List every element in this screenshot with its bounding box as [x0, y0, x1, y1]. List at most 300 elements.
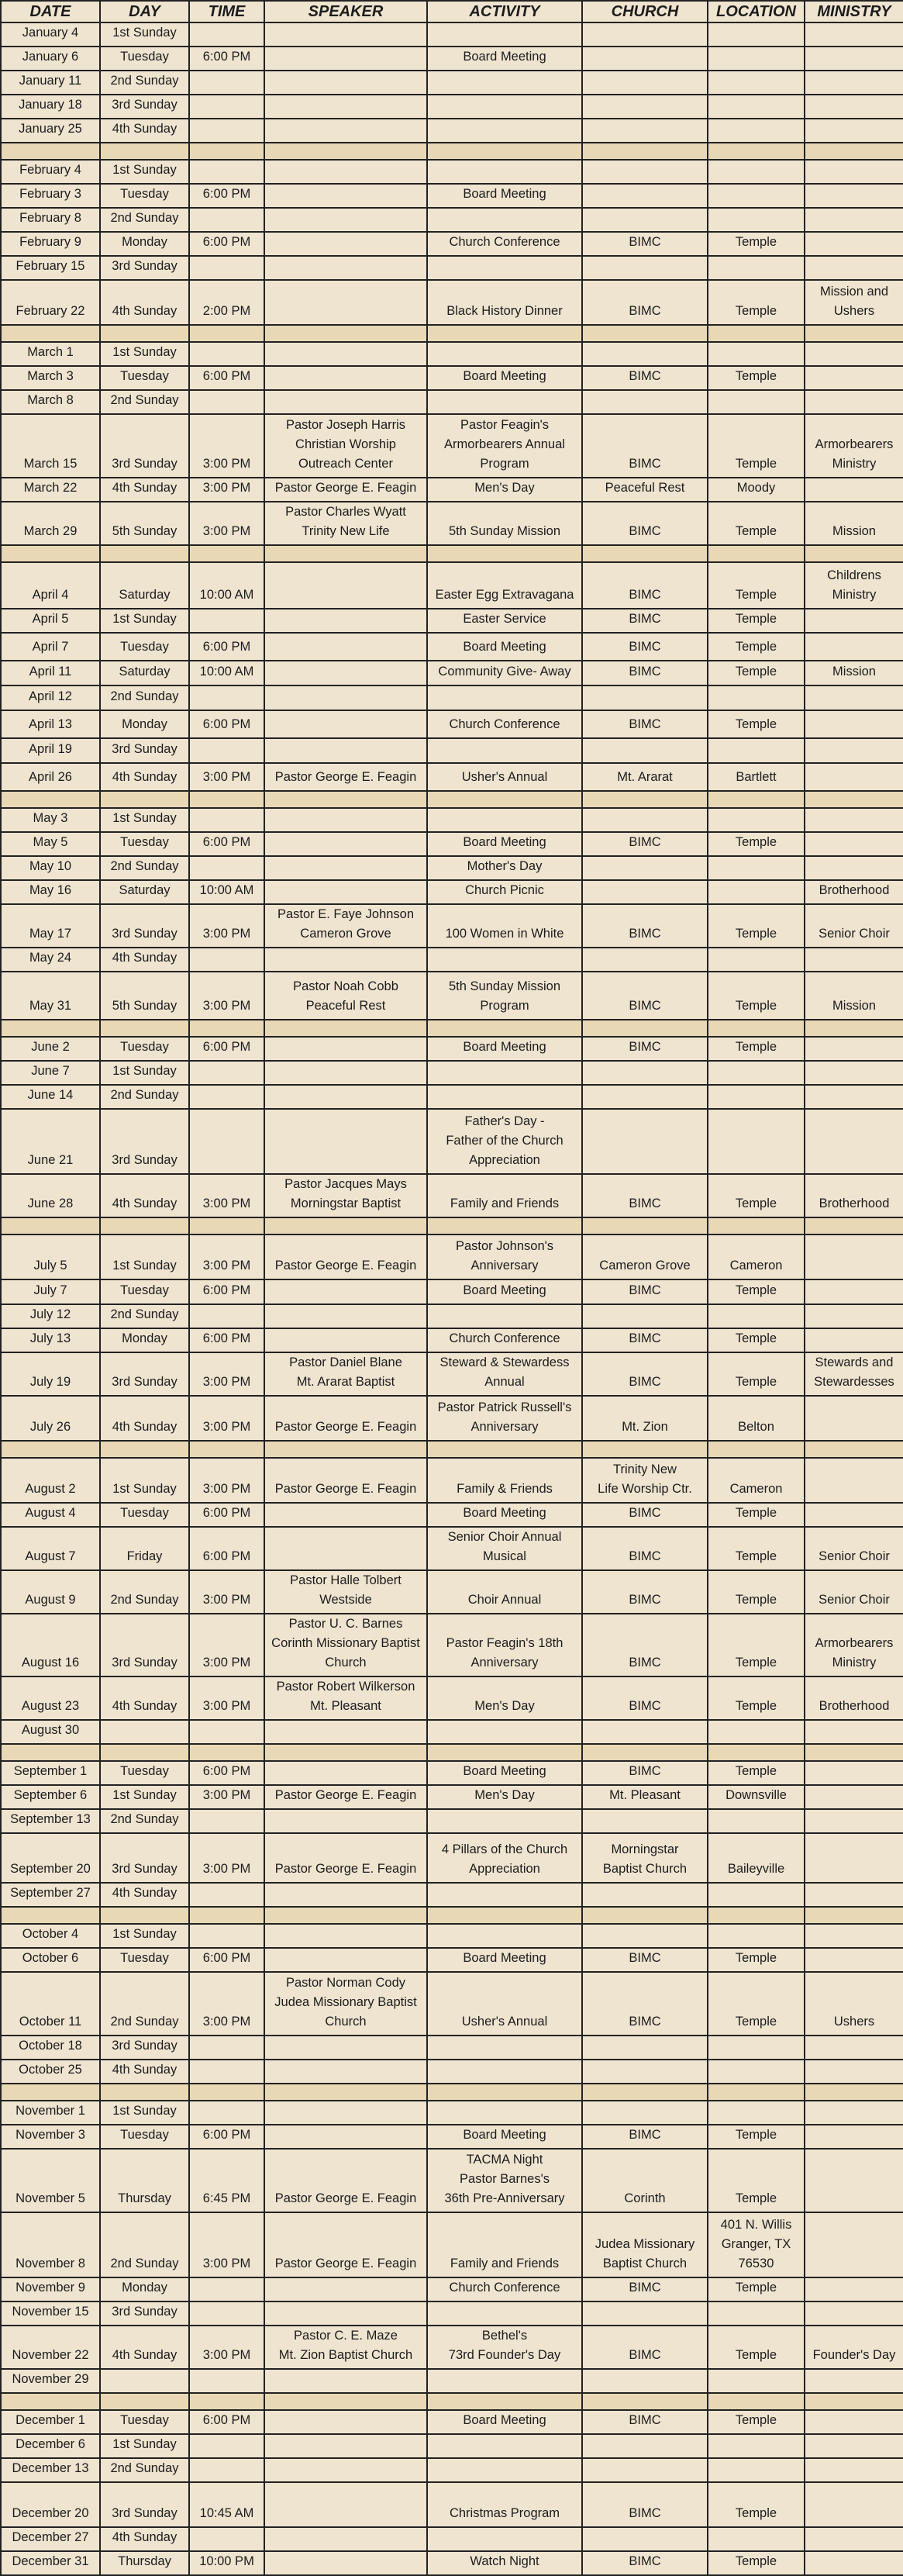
separator-cell [189, 325, 264, 342]
location-cell: Cameron [708, 1458, 805, 1503]
location-cell: Baileyville [708, 1833, 805, 1883]
time-cell [189, 738, 264, 763]
speaker-cell [264, 832, 427, 856]
activity-cell: Church Conference [427, 710, 582, 738]
activity-cell: Board Meeting [427, 832, 582, 856]
date-cell: March 1 [1, 342, 100, 366]
speaker-cell [264, 2458, 427, 2482]
day-cell: 3rd Sunday [100, 95, 189, 119]
ministry-cell [805, 2149, 903, 2212]
speaker-cell [264, 342, 427, 366]
table-row [1, 948, 903, 972]
ministry-cell [805, 633, 903, 661]
activity-cell [427, 1809, 582, 1833]
ministry-cell [805, 366, 903, 390]
speaker-cell [264, 808, 427, 832]
table-row [1, 2277, 903, 2301]
speaker-cell: Pastor George E. Feagin [264, 2149, 427, 2212]
day-cell: 3rd Sunday [100, 1352, 189, 1396]
activity-cell: Christmas Program [427, 2482, 582, 2527]
day-cell: Monday [100, 710, 189, 738]
day-cell: Saturday [100, 562, 189, 609]
ministry-cell: Senior Choir [805, 1570, 903, 1614]
location-cell: Temple [708, 280, 805, 325]
day-cell: 4th Sunday [100, 1883, 189, 1907]
separator-cell [427, 1020, 582, 1037]
ministry-cell [805, 685, 903, 710]
date-cell: January 18 [1, 95, 100, 119]
table-row [1, 1174, 903, 1217]
table-row [1, 2369, 903, 2393]
table-row [1, 1503, 903, 1527]
ministry-cell [805, 1109, 903, 1174]
separator-cell [582, 1020, 708, 1037]
activity-cell [427, 342, 582, 366]
activity-cell [427, 2036, 582, 2060]
church-cell [582, 1061, 708, 1085]
ministry-cell [805, 342, 903, 366]
table-row [1, 232, 903, 256]
activity-cell: TACMA Night Pastor Barnes's 36th Pre-Anniversary [427, 2149, 582, 2212]
church-cell [582, 208, 708, 232]
time-cell [189, 2301, 264, 2326]
location-cell: Temple [708, 1948, 805, 1972]
activity-cell [427, 119, 582, 143]
date-cell: May 31 [1, 972, 100, 1020]
date-cell: February 9 [1, 232, 100, 256]
location-cell: Temple [708, 2277, 805, 2301]
date-cell: November 22 [1, 2326, 100, 2369]
activity-cell: Board Meeting [427, 366, 582, 390]
day-cell: 2nd Sunday [100, 2212, 189, 2277]
location-cell: Temple [708, 633, 805, 661]
date-cell: July 5 [1, 1234, 100, 1279]
date-cell: August 7 [1, 1527, 100, 1570]
month-separator-row [1, 2393, 903, 2410]
date-cell: February 4 [1, 160, 100, 184]
separator-cell [805, 1020, 903, 1037]
day-cell: 1st Sunday [100, 1234, 189, 1279]
time-cell [189, 808, 264, 832]
location-cell [708, 1924, 805, 1948]
date-cell: January 6 [1, 47, 100, 71]
church-cell: BIMC [582, 562, 708, 609]
ministry-cell [805, 1785, 903, 1809]
ministry-cell [805, 808, 903, 832]
table-row [1, 685, 903, 710]
church-cell [582, 119, 708, 143]
activity-cell [427, 738, 582, 763]
activity-cell [427, 390, 582, 414]
church-cell: BIMC [582, 1174, 708, 1217]
separator-cell [805, 545, 903, 562]
location-cell: Temple [708, 562, 805, 609]
separator-cell [100, 1020, 189, 1037]
ministry-cell [805, 1061, 903, 1085]
time-cell [189, 1085, 264, 1109]
time-cell: 6:45 PM [189, 2149, 264, 2212]
table-row [1, 1972, 903, 2036]
table-row [1, 904, 903, 948]
date-cell: November 15 [1, 2301, 100, 2326]
date-cell: November 8 [1, 2212, 100, 2277]
church-cell: BIMC [582, 1352, 708, 1396]
date-cell: March 8 [1, 390, 100, 414]
church-cell [582, 2369, 708, 2393]
date-cell: December 27 [1, 2527, 100, 2551]
table-row [1, 661, 903, 685]
location-cell [708, 2458, 805, 2482]
activity-cell: 5th Sunday Mission [427, 502, 582, 545]
location-cell [708, 808, 805, 832]
time-cell: 6:00 PM [189, 1279, 264, 1304]
activity-cell: Senior Choir Annual Musical [427, 1527, 582, 1570]
time-cell [189, 685, 264, 710]
ministry-cell [805, 208, 903, 232]
month-separator-row [1, 791, 903, 808]
separator-cell [427, 325, 582, 342]
time-cell: 3:00 PM [189, 1396, 264, 1441]
separator-cell [805, 1907, 903, 1924]
church-cell: Cameron Grove [582, 1234, 708, 1279]
table-row [1, 880, 903, 904]
location-cell [708, 1304, 805, 1328]
day-cell: Tuesday [100, 1503, 189, 1527]
time-cell: 3:00 PM [189, 1234, 264, 1279]
speaker-cell [264, 184, 427, 208]
time-cell [189, 1924, 264, 1948]
separator-cell [427, 2084, 582, 2101]
ministry-cell [805, 2036, 903, 2060]
ministry-cell: Brotherhood [805, 1676, 903, 1720]
day-cell: 1st Sunday [100, 1924, 189, 1948]
ministry-cell [805, 2101, 903, 2125]
location-cell [708, 685, 805, 710]
activity-cell: Black History Dinner [427, 280, 582, 325]
separator-cell [805, 143, 903, 160]
separator-cell [582, 1907, 708, 1924]
table-row [1, 2326, 903, 2369]
table-row [1, 562, 903, 609]
time-cell: 3:00 PM [189, 763, 264, 791]
month-separator-row [1, 1441, 903, 1458]
speaker-cell [264, 948, 427, 972]
speaker-cell [264, 366, 427, 390]
activity-cell [427, 948, 582, 972]
activity-cell: Choir Annual [427, 1570, 582, 1614]
date-cell: December 6 [1, 2434, 100, 2458]
day-cell: 1st Sunday [100, 808, 189, 832]
date-cell: October 25 [1, 2060, 100, 2084]
separator-cell [708, 2393, 805, 2410]
church-cell: BIMC [582, 1614, 708, 1676]
church-cell: BIMC [582, 633, 708, 661]
table-row [1, 2482, 903, 2527]
time-cell [189, 2458, 264, 2482]
church-cell [582, 738, 708, 763]
location-cell [708, 47, 805, 71]
activity-cell: Board Meeting [427, 2410, 582, 2434]
day-cell: Tuesday [100, 1948, 189, 1972]
separator-cell [1, 1907, 100, 1924]
ministry-cell [805, 2458, 903, 2482]
time-cell: 6:00 PM [189, 232, 264, 256]
church-cell [582, 2060, 708, 2084]
separator-cell [100, 143, 189, 160]
table-row [1, 1570, 903, 1614]
time-cell: 6:00 PM [189, 832, 264, 856]
table-row [1, 2149, 903, 2212]
separator-cell [100, 545, 189, 562]
day-cell: 4th Sunday [100, 1676, 189, 1720]
activity-cell [427, 160, 582, 184]
church-cell [582, 2458, 708, 2482]
activity-cell: Men's Day [427, 478, 582, 502]
month-separator-row [1, 325, 903, 342]
location-cell: Temple [708, 2149, 805, 2212]
ministry-cell: Armorbearers Ministry [805, 1614, 903, 1676]
separator-cell [708, 545, 805, 562]
separator-cell [427, 1441, 582, 1458]
location-cell: Temple [708, 1527, 805, 1570]
activity-cell [427, 2527, 582, 2551]
church-cell: BIMC [582, 1279, 708, 1304]
time-cell: 2:00 PM [189, 280, 264, 325]
time-cell [189, 2277, 264, 2301]
speaker-cell [264, 1085, 427, 1109]
separator-cell [708, 2084, 805, 2101]
separator-cell [264, 1020, 427, 1037]
table-row [1, 47, 903, 71]
location-cell: Temple [708, 1503, 805, 1527]
location-cell: Temple [708, 1279, 805, 1304]
separator-cell [805, 1217, 903, 1234]
location-cell: Temple [708, 502, 805, 545]
church-cell: BIMC [582, 1676, 708, 1720]
activity-cell: Men's Day [427, 1676, 582, 1720]
speaker-cell [264, 280, 427, 325]
time-cell [189, 160, 264, 184]
location-cell [708, 160, 805, 184]
church-cell: BIMC [582, 1948, 708, 1972]
location-cell [708, 2060, 805, 2084]
church-cell: Peaceful Rest [582, 478, 708, 502]
date-cell: April 26 [1, 763, 100, 791]
day-cell: 3rd Sunday [100, 1833, 189, 1883]
table-row [1, 2434, 903, 2458]
speaker-cell [264, 208, 427, 232]
month-separator-row [1, 1020, 903, 1037]
table-row [1, 208, 903, 232]
location-cell: Temple [708, 1614, 805, 1676]
activity-cell [427, 2060, 582, 2084]
table-row [1, 1085, 903, 1109]
ministry-cell [805, 2369, 903, 2393]
time-cell: 3:00 PM [189, 1785, 264, 1809]
activity-cell: Pastor Feagin's Armorbearers Annual Program [427, 414, 582, 478]
activity-cell [427, 2369, 582, 2393]
speaker-cell [264, 1061, 427, 1085]
ministry-cell [805, 2410, 903, 2434]
table-row [1, 832, 903, 856]
separator-cell [1, 545, 100, 562]
time-cell: 6:00 PM [189, 1761, 264, 1785]
time-cell [189, 2369, 264, 2393]
speaker-cell [264, 2551, 427, 2575]
day-cell: Monday [100, 2277, 189, 2301]
speaker-cell: Pastor C. E. Maze Mt. Zion Baptist Church [264, 2326, 427, 2369]
church-cell [582, 2301, 708, 2326]
date-cell: June 21 [1, 1109, 100, 1174]
church-cell [582, 1924, 708, 1948]
date-cell: September 20 [1, 1833, 100, 1883]
separator-cell [264, 545, 427, 562]
separator-cell [582, 1441, 708, 1458]
speaker-cell [264, 1883, 427, 1907]
day-cell: 2nd Sunday [100, 2458, 189, 2482]
ministry-cell [805, 71, 903, 95]
church-cell: BIMC [582, 366, 708, 390]
location-cell: Temple [708, 1037, 805, 1061]
date-cell: January 11 [1, 71, 100, 95]
month-separator-row [1, 143, 903, 160]
day-cell: Saturday [100, 880, 189, 904]
speaker-cell [264, 160, 427, 184]
date-cell: January 25 [1, 119, 100, 143]
location-cell [708, 2101, 805, 2125]
activity-cell: Usher's Annual [427, 763, 582, 791]
time-cell [189, 390, 264, 414]
church-cell: Corinth [582, 2149, 708, 2212]
ministry-cell: Brotherhood [805, 880, 903, 904]
speaker-cell [264, 2301, 427, 2326]
separator-cell [100, 1744, 189, 1761]
separator-cell [189, 791, 264, 808]
time-cell: 3:00 PM [189, 414, 264, 478]
day-cell: Thursday [100, 2551, 189, 2575]
ministry-cell [805, 47, 903, 71]
separator-cell [100, 2393, 189, 2410]
date-cell: May 24 [1, 948, 100, 972]
day-cell: Saturday [100, 661, 189, 685]
activity-cell: Pastor Feagin's 18th Anniversary [427, 1614, 582, 1676]
table-row [1, 1948, 903, 1972]
location-cell [708, 1085, 805, 1109]
location-cell: Temple [708, 710, 805, 738]
table-row [1, 1279, 903, 1304]
church-cell: Judea Missionary Baptist Church [582, 2212, 708, 2277]
table-row [1, 710, 903, 738]
table-row [1, 1328, 903, 1352]
activity-cell: Pastor Johnson's Anniversary [427, 1234, 582, 1279]
table-row [1, 342, 903, 366]
date-cell: August 2 [1, 1458, 100, 1503]
location-cell [708, 2369, 805, 2393]
date-cell: May 10 [1, 856, 100, 880]
day-cell: 3rd Sunday [100, 2482, 189, 2527]
date-cell: December 13 [1, 2458, 100, 2482]
location-cell: Temple [708, 832, 805, 856]
activity-cell [427, 1883, 582, 1907]
church-cell [582, 95, 708, 119]
speaker-cell: Pastor Halle Tolbert Westside [264, 1570, 427, 1614]
speaker-cell [264, 1809, 427, 1833]
speaker-cell [264, 2410, 427, 2434]
location-cell [708, 119, 805, 143]
day-cell: 4th Sunday [100, 763, 189, 791]
table-row [1, 1527, 903, 1570]
church-cell [582, 1085, 708, 1109]
speaker-cell [264, 856, 427, 880]
table-row [1, 1304, 903, 1328]
ministry-cell [805, 160, 903, 184]
day-cell: Monday [100, 232, 189, 256]
date-cell: March 3 [1, 366, 100, 390]
date-cell: December 31 [1, 2551, 100, 2575]
location-cell [708, 880, 805, 904]
date-cell: February 8 [1, 208, 100, 232]
separator-cell [582, 2393, 708, 2410]
table-row [1, 2101, 903, 2125]
ministry-cell: Stewards and Stewardesses [805, 1352, 903, 1396]
church-cell: Mt. Zion [582, 1396, 708, 1441]
activity-cell [427, 208, 582, 232]
day-cell: 5th Sunday [100, 972, 189, 1020]
speaker-cell: Pastor U. C. Barnes Corinth Missionary Baptist Church [264, 1614, 427, 1676]
activity-cell: Bethel's 73rd Founder's Day [427, 2326, 582, 2369]
day-cell: Tuesday [100, 2125, 189, 2149]
header-location: LOCATION [708, 1, 805, 22]
ministry-cell [805, 710, 903, 738]
ministry-cell: Senior Choir [805, 904, 903, 948]
location-cell [708, 390, 805, 414]
location-cell [708, 1109, 805, 1174]
separator-cell [189, 545, 264, 562]
table-row [1, 160, 903, 184]
time-cell [189, 342, 264, 366]
time-cell: 10:00 AM [189, 562, 264, 609]
ministry-cell [805, 1761, 903, 1785]
church-cell [582, 2036, 708, 2060]
church-cell: BIMC [582, 1570, 708, 1614]
speaker-cell [264, 2369, 427, 2393]
date-cell: April 4 [1, 562, 100, 609]
activity-cell: 100 Women in White [427, 904, 582, 948]
separator-cell [1, 143, 100, 160]
separator-cell [582, 1217, 708, 1234]
ministry-cell: Ushers [805, 1972, 903, 2036]
time-cell [189, 1304, 264, 1328]
ministry-cell: Founder's Day [805, 2326, 903, 2369]
day-cell: 1st Sunday [100, 160, 189, 184]
date-cell: April 13 [1, 710, 100, 738]
separator-cell [427, 791, 582, 808]
activity-cell: 4 Pillars of the Church Appreciation [427, 1833, 582, 1883]
activity-cell: Men's Day [427, 1785, 582, 1809]
table-row [1, 763, 903, 791]
time-cell: 3:00 PM [189, 1570, 264, 1614]
ministry-cell: Mission and Ushers [805, 280, 903, 325]
speaker-cell [264, 1503, 427, 1527]
church-cell [582, 256, 708, 280]
day-cell: 1st Sunday [100, 2434, 189, 2458]
speaker-cell: Pastor George E. Feagin [264, 1234, 427, 1279]
table-row [1, 1809, 903, 1833]
church-cell: BIMC [582, 1761, 708, 1785]
separator-cell [1, 1020, 100, 1037]
day-cell: 3rd Sunday [100, 1109, 189, 1174]
month-separator-row [1, 1217, 903, 1234]
